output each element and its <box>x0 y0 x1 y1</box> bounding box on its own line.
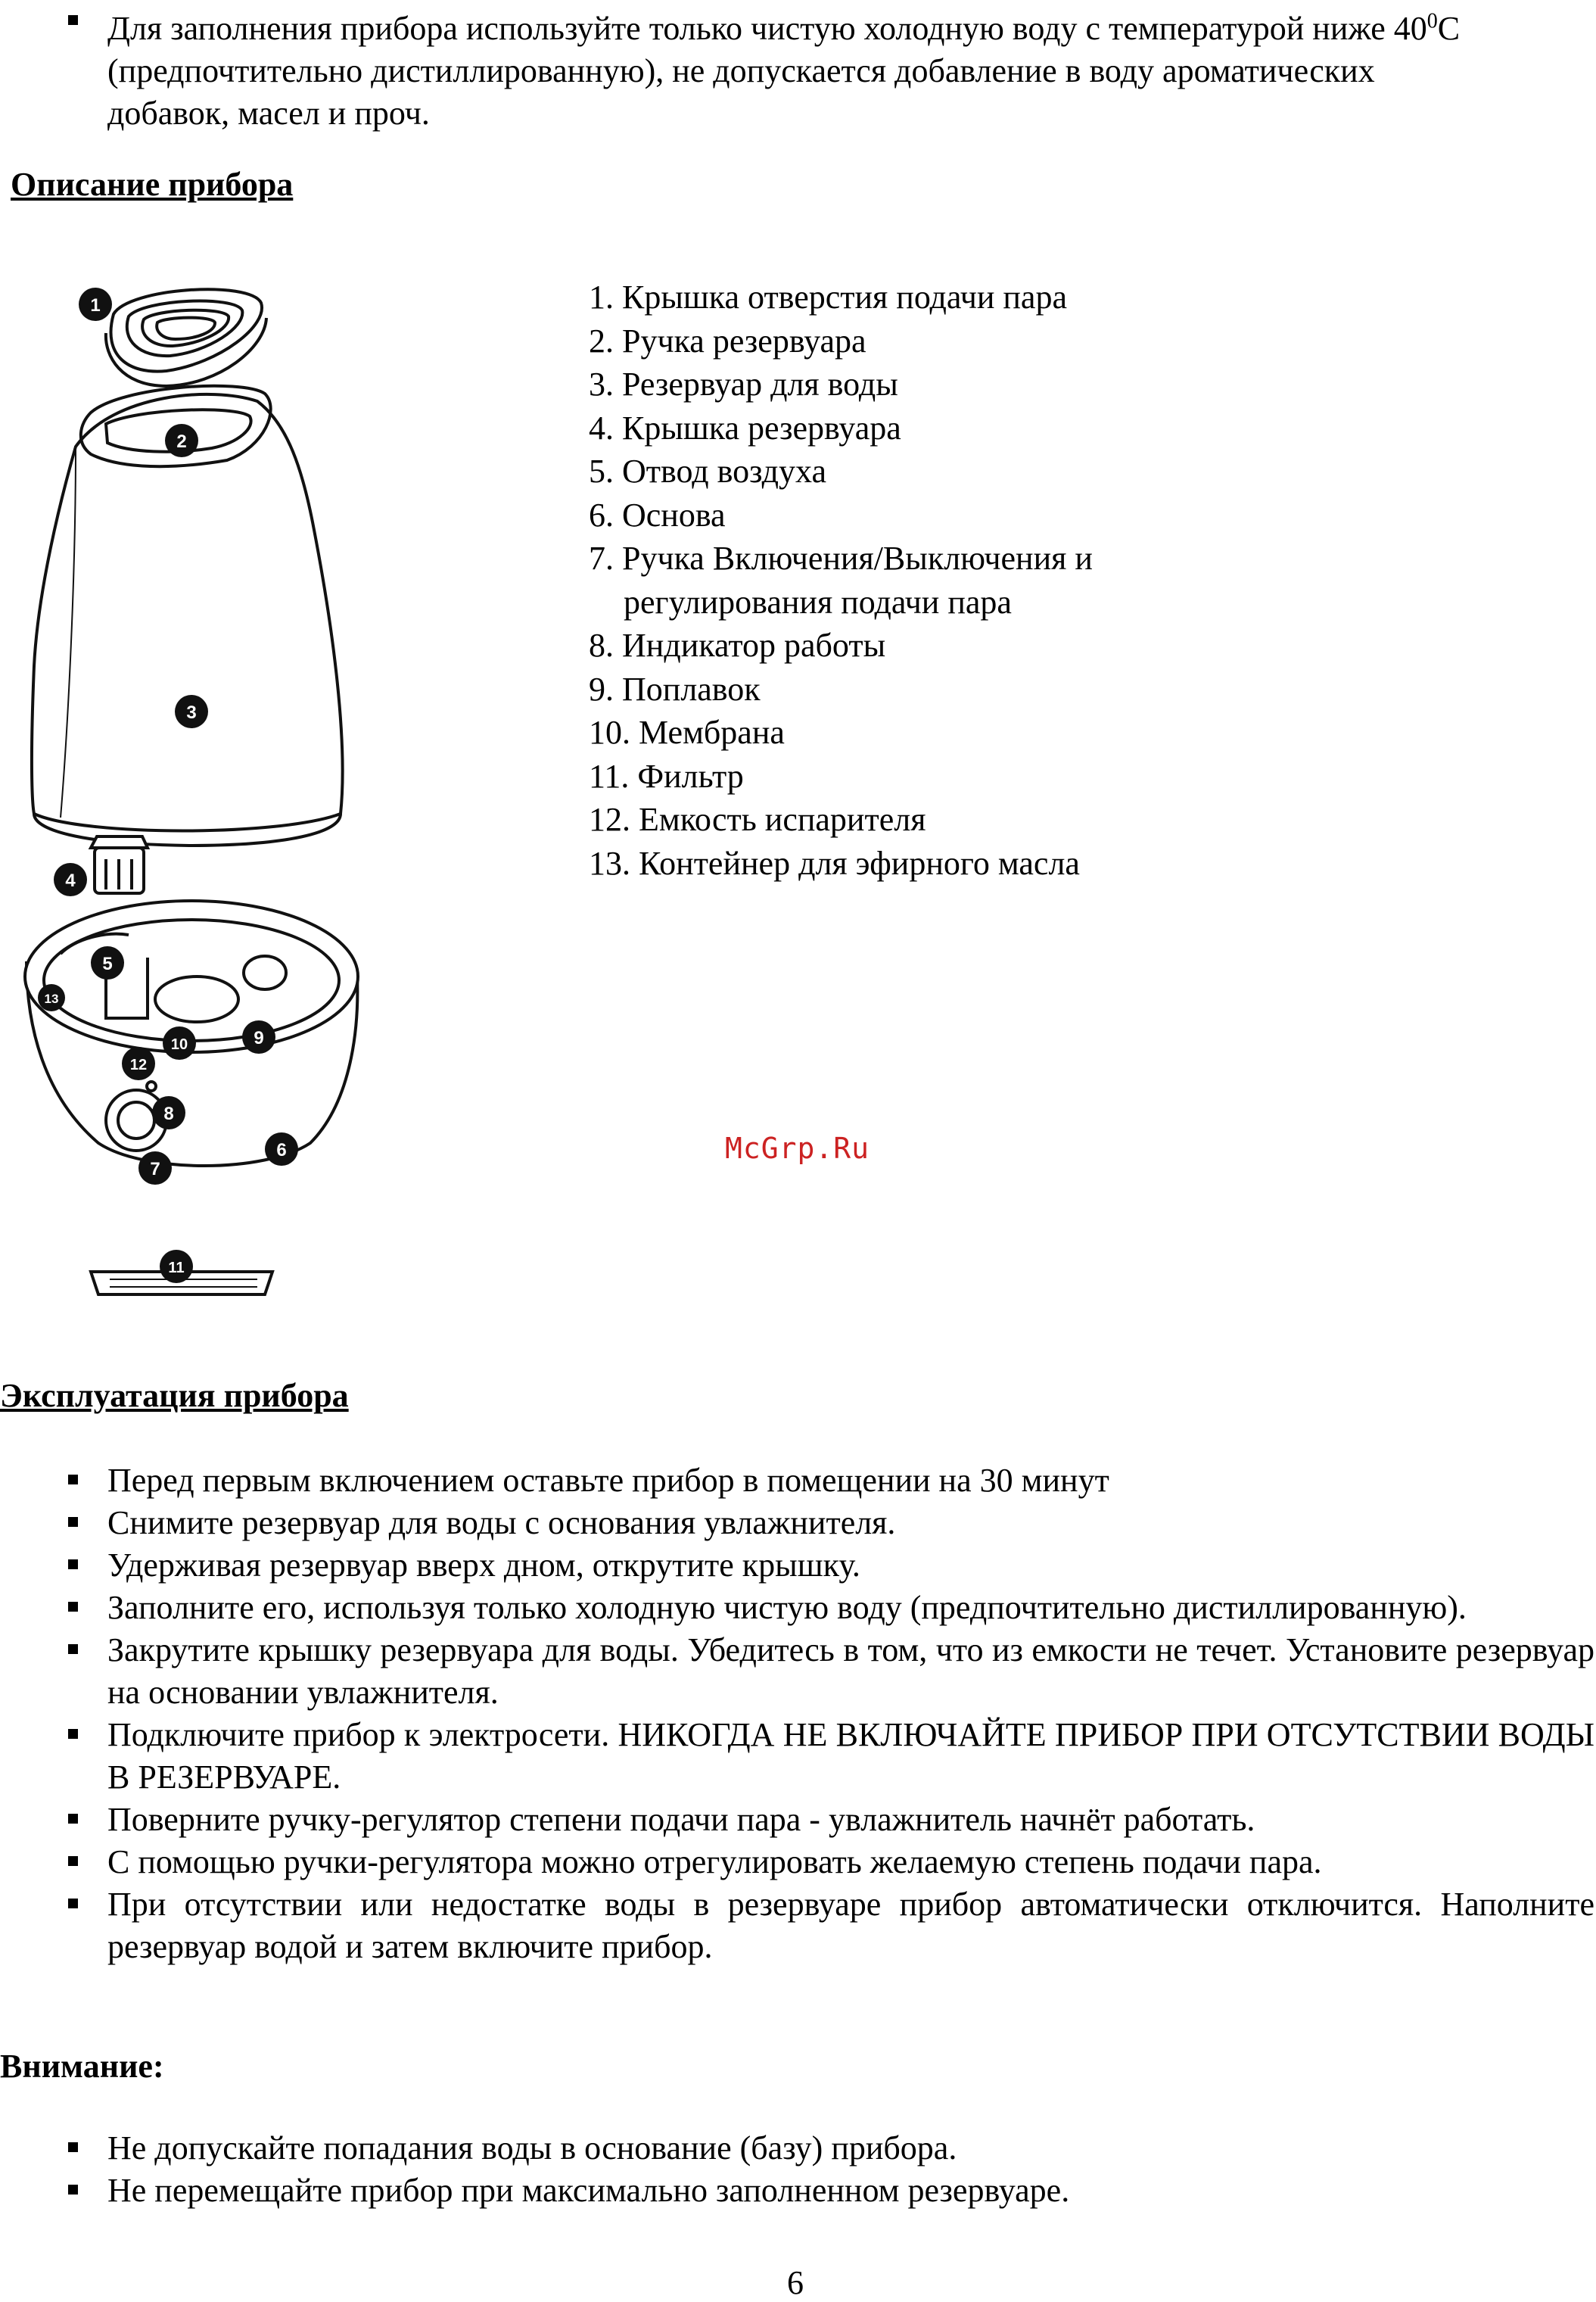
bullet-icon <box>68 1644 78 1654</box>
bullet-icon <box>68 1814 78 1824</box>
list-item: Снимите резервуар для воды с основания увлажнителя. <box>107 1502 1594 1544</box>
part-item: 11. Фильтр <box>589 757 744 795</box>
steam-cover-illustration <box>106 289 266 386</box>
list-item: Не допускайте попадания воды в основание (базу) прибора. <box>107 2127 1583 2170</box>
intro-line3: добавок, масел и проч. <box>107 94 430 132</box>
attention-heading: Внимание: <box>0 2048 164 2085</box>
part-item: 10. Мембрана <box>589 714 785 751</box>
part-item: 5. Отвод воздуха <box>589 453 826 490</box>
part-item: 6. Основа <box>589 496 726 534</box>
part-item: 2. Ручка резервуара <box>589 322 866 360</box>
tank-cap-illustration <box>91 836 148 893</box>
callout-1: 1 <box>90 295 101 316</box>
watermark: McGrp.Ru <box>725 1132 870 1165</box>
callout-5: 5 <box>102 954 113 974</box>
part-item: 3. Резервуар для воды <box>589 366 898 403</box>
part-item: 7. Ручка Включения/Выключения и <box>589 540 1093 577</box>
list-item: Заполните его, используя только холодную чистую воду (предпочтительно дистиллированную). <box>107 1587 1594 1629</box>
list-item: Подключите прибор к электросети. НИКОГДА НЕ ВКЛЮЧАЙТЕ ПРИБОР ПРИ ОТСУТСТВИИ ВОДЫ В РЕЗЕРВУАРЕ. <box>107 1714 1594 1799</box>
attention-list <box>107 2127 1583 2212</box>
bullet-icon <box>68 1602 78 1612</box>
list-item: Закрутите крышку резервуара для воды. Убедитесь в том, что из емкости не течет. Установите резервуар на основании увлажнителя. <box>107 1629 1594 1714</box>
part-item: 4. Крышка резервуара <box>589 409 901 447</box>
bullet-icon <box>68 1559 78 1569</box>
humidifier-diagram <box>15 273 371 1302</box>
callout-10: 10 <box>170 1036 188 1053</box>
part-item: 9. Поплавок <box>589 670 761 708</box>
intro-line2: (предпочтительно дистиллированную), не допускается добавление в воду ароматических <box>107 51 1375 89</box>
list-item: Перед первым включением оставьте прибор в помещении на 30 минут <box>107 1459 1594 1502</box>
bullet-icon <box>68 2142 78 2152</box>
intro-item <box>107 0 1583 135</box>
callout-13: 13 <box>44 992 59 1006</box>
callout-12: 12 <box>129 1057 148 1073</box>
part-item: 12. Емкость испарителя <box>589 801 926 838</box>
bullet-icon <box>68 1856 78 1866</box>
intro-list <box>107 0 1583 135</box>
part-item: 8. Индикатор работы <box>589 627 886 664</box>
description-heading: Описание прибора <box>11 166 294 203</box>
list-item: При отсутствии или недостатке воды в резервуаре прибор автоматически отключится. Наполните резервуар водой и затем включите прибор. <box>107 1883 1594 1968</box>
bullet-icon <box>68 1729 78 1739</box>
operation-list <box>107 1459 1594 1968</box>
bullet-icon <box>68 1517 78 1527</box>
bullet-icon <box>68 15 78 25</box>
callout-11: 11 <box>168 1260 185 1276</box>
list-item: С помощью ручки-регулятора можно отрегулировать желаемую степень подачи пара. <box>107 1841 1594 1883</box>
bullet-icon <box>68 1899 78 1908</box>
list-item: Удерживая резервуар вверх дном, открутите крышку. <box>107 1544 1594 1587</box>
page-number: 6 <box>787 2264 804 2301</box>
callout-4: 4 <box>65 871 76 891</box>
list-item: Не перемещайте прибор при максимально заполненном резервуаре. <box>107 2170 1583 2212</box>
callout-8: 8 <box>163 1104 174 1124</box>
callout-6: 6 <box>276 1140 287 1160</box>
bullet-icon <box>68 1475 78 1484</box>
callout-9: 9 <box>254 1028 264 1048</box>
bullet-icon <box>68 2185 78 2195</box>
callout-7: 7 <box>150 1159 160 1179</box>
intro-line1: Для заполнения прибора используйте только чистую холодную воду с температурой ниже $40^0С$ <box>107 9 1461 47</box>
callout-3: 3 <box>186 702 197 723</box>
operation-heading: Эксплуатация прибора <box>0 1377 349 1414</box>
parts-list <box>589 276 1209 885</box>
part-item: 13. Контейнер для эфирного масла <box>589 844 1080 882</box>
part-item-continuation: регулирования подачи пара <box>624 583 1012 621</box>
callout-2: 2 <box>176 431 187 452</box>
list-item: Поверните ручку-регулятор степени подачи пара - увлажнитель начнёт работать. <box>107 1799 1594 1841</box>
part-item: 1. Крышка отверстия подачи пара <box>589 279 1067 316</box>
